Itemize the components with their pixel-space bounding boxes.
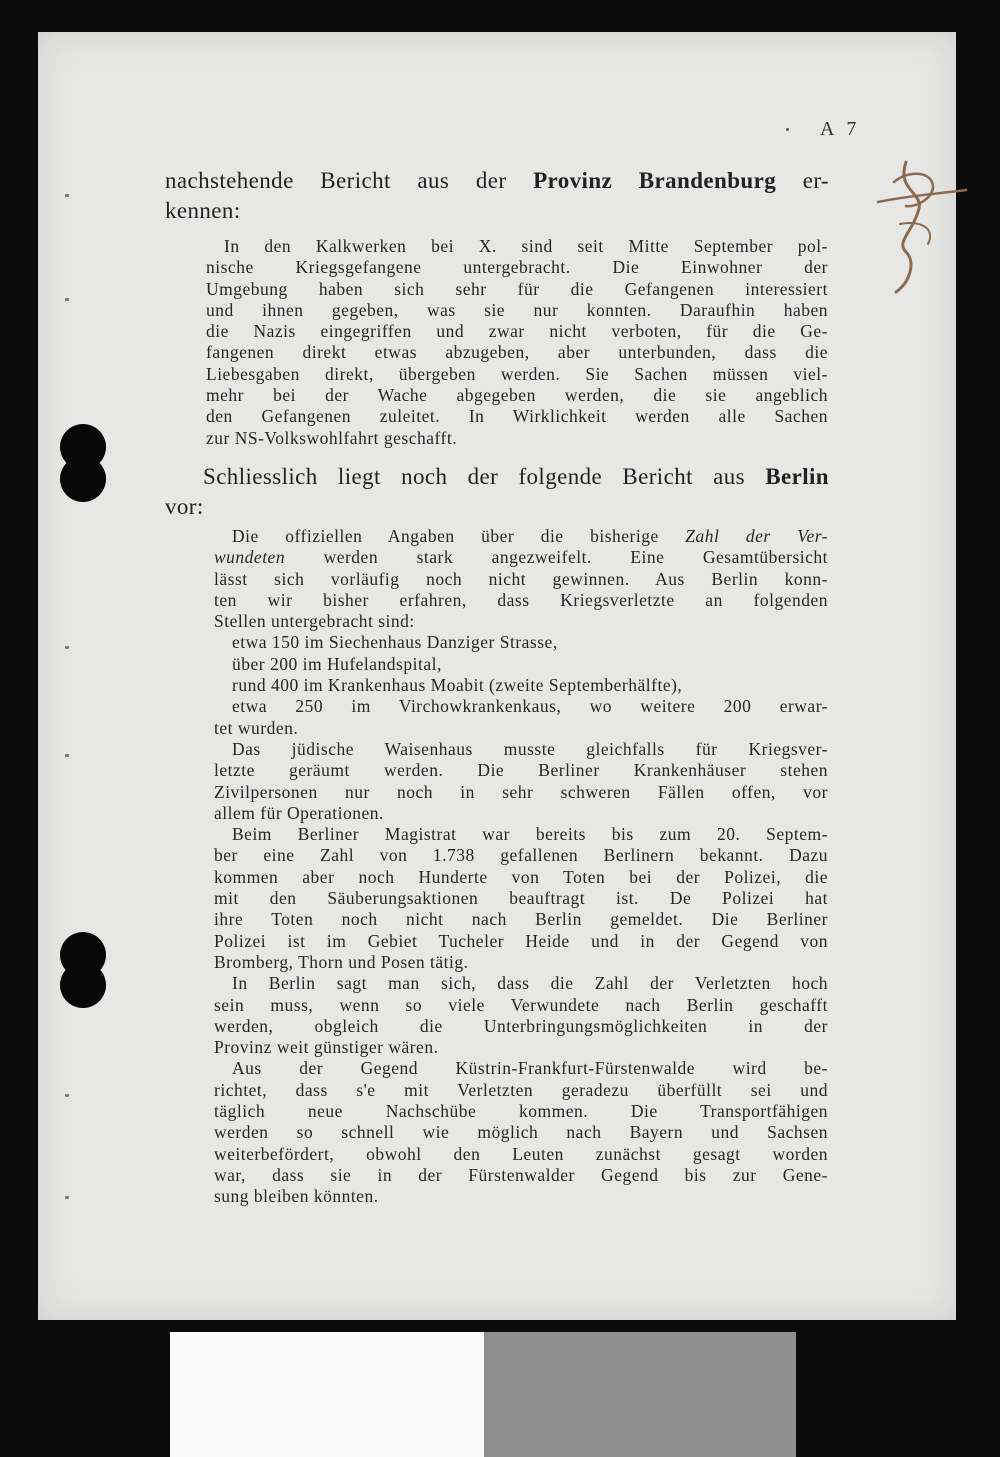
emphasis-verwundeten: wundeten [214,547,286,568]
report2-line-2: wundeten werden stark angezweifelt. Eine Gesamtübersicht [214,547,828,568]
document-page [38,32,956,1320]
text-line: Polizei ist im Gebiet Tucheler Heide und in der Gegend von [214,930,828,951]
text-line: letzte geräumt werden. Die Berliner Krankenhäuser stehen [214,760,828,781]
margin-mark [65,754,69,757]
text-line: werden so schnell wie möglich nach Bayern und Sachsen [214,1122,828,1143]
text-line: zur NS-Volkswohlfahrt geschafft. [206,427,458,448]
text-line: fangenen direkt etwas abzugeben, aber unterbunden, dass die [206,342,828,363]
report2-para-kuestrin [214,1058,828,1207]
text-line: Umgebung haben sich sehr für die Gefangenen interessiert [206,278,828,299]
report2-line-1: Die offiziellen Angaben über die bisherige Zahl der Ver- [232,526,828,546]
text-line: etwa 150 im Siechenhaus Danziger Strasse, [232,632,558,653]
text-line: war, dass sie in der Fürstenwalder Gegend bis zur Gene- [214,1164,828,1185]
text-line: Liebesgaben direkt, übergeben werden. Sie Sachen müssen viel- [206,363,828,384]
report-berlin [214,526,828,1208]
text-line: Beim Berliner Magistrat war bereits bis zum 20. Septem- [232,824,828,845]
text-line: die Nazis eingegriffen und zwar nicht verboten, für die Ge- [206,321,828,342]
text-line: ihre Toten noch nicht nach Berlin gemeldet. Die Berliner [214,909,828,930]
text-line: über 200 im Hufelandspital, [232,653,442,674]
text-line: Das jüdische Waisenhaus musste gleichfalls für Kriegsver- [232,738,828,759]
text-line: Provinz weit günstiger wären. [214,1037,439,1058]
text-line: sung bleiben könnten. [214,1186,379,1207]
text-line: mehr bei der Wache abgegeben werden, die sie angeblich [206,385,828,406]
calibration-white-patch [170,1332,484,1457]
report2-para-verletzte [214,973,828,1058]
text-line: etwa 250 im Virchowkrankenkaus, wo weitere 200 erwar- [232,696,828,717]
berlin-lead-line-2: vor: [165,494,204,519]
text-line: allem für Operationen. [214,802,384,823]
text-line: Bromberg, Thorn und Posen tätig. [214,951,469,972]
text-line: werden, obgleich die Unterbringungsmöglichkeiten in der [214,1015,828,1036]
text-line: kommen aber noch Hunderte von Toten bei der Polizei, die [214,866,828,887]
intro-paragraph [165,166,829,226]
report2-para-waisenhaus [214,739,828,824]
margin-mark [65,298,69,301]
intro-line-1: nachstehende Bericht aus der Provinz Brandenburg er- [165,168,829,193]
text-line: und ihnen gegeben, was sie nur konnten. Daraufhin haben [206,299,828,320]
text-line: In den Kalkwerken bei X. sind seit Mitte September pol- [224,236,828,256]
intro-bold-brandenburg: Brandenburg [638,168,777,193]
text-line: mit den Säuberungsaktionen beauftragt ist. De Polizei hat [214,888,828,909]
report2-para-magistrat [214,824,828,973]
report2-lines-a [214,569,828,633]
punch-hole [60,456,106,502]
margin-mark [65,194,69,197]
list-continuation: tet wurden. [214,717,299,738]
punch-hole [60,962,106,1008]
handwritten-annotation [866,132,976,302]
margin-mark [65,646,69,649]
text-line: Aus der Gegend Küstrin-Frankfurt-Fürstenwalde wird be- [232,1058,828,1079]
berlin-lead-line-1: Schliesslich liegt noch der folgende Bericht aus Berlin [203,464,829,489]
berlin-lead-paragraph [165,462,829,522]
intro-bold-provinz: Provinz [533,168,613,193]
report-brandenburg [206,236,828,449]
text-line: richtet, dass s'e mit Verletzten geradezu überfüllt sei und [214,1079,828,1100]
calibration-gray-patch [484,1332,796,1457]
margin-mark [65,1094,69,1097]
lead-bold-berlin: Berlin [765,464,829,489]
text-line: ber eine Zahl von 1.738 gefallenen Berlinern bekannt. Dazu [214,845,828,866]
text-line: den Gefangenen zuleitet. In Wirklichkeit werden alle Sachen [206,406,828,427]
page-number: A 7 [820,118,861,140]
text-line: In Berlin sagt man sich, dass die Zahl der Verletzten hoch [232,973,828,994]
ink-dot [786,128,789,131]
intro-line-2: kennen: [165,198,241,223]
text-line: lässt sich vorläufig noch nicht gewinnen. Aus Berlin konn- [214,568,828,589]
text-line: täglich neue Nachschübe kommen. Die Transportfähigen [214,1101,828,1122]
text-line: Zivilpersonen nur noch in sehr schweren Fällen offen, vor [214,781,828,802]
text-line: ten wir bisher erfahren, dass Kriegsverletzte an folgenden [214,589,828,610]
hospital-list [214,632,828,717]
text-line: Stellen untergebracht sind: [214,611,415,632]
text-line: nische Kriegsgefangene untergebracht. Die Einwohner der [206,257,828,278]
emphasis-zahl: Zahl der Ver- [685,526,828,546]
text-line: weiterbefördert, obwohl den Leuten zunächst gesagt worden [214,1143,828,1164]
text-line: rund 400 im Krankenhaus Moabit (zweite Septemberhälfte), [232,675,683,696]
text-line: sein muss, wenn so viele Verwundete nach Berlin geschafft [214,994,828,1015]
margin-mark [65,1196,69,1199]
